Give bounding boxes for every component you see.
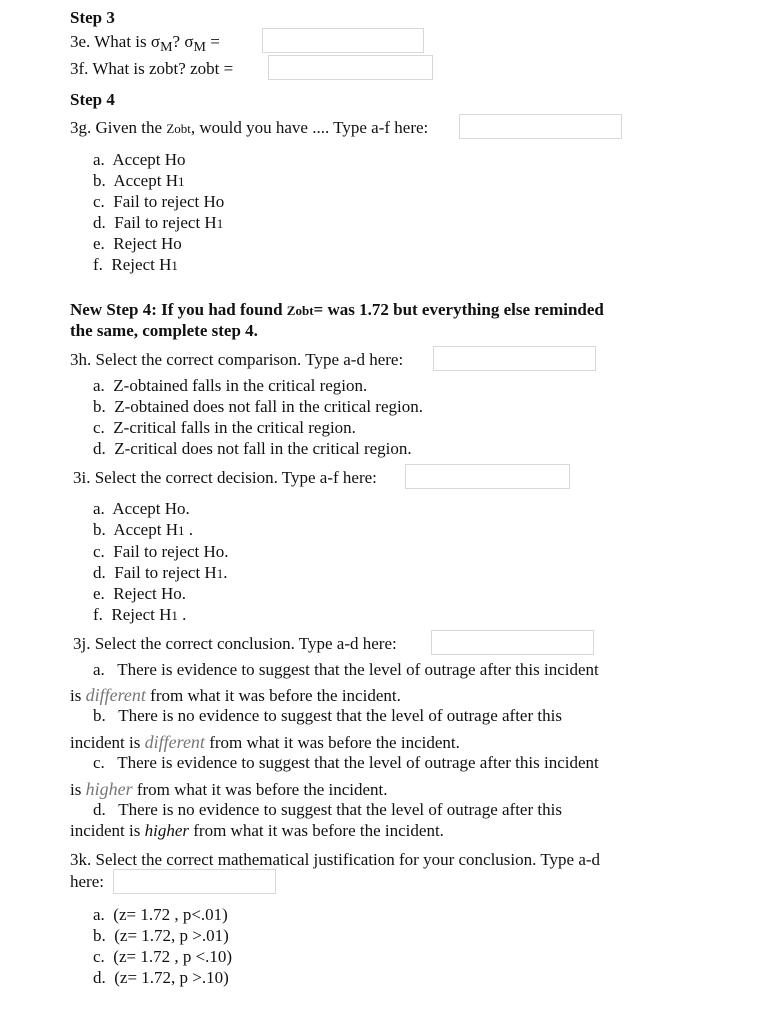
new-step4-heading — [70, 301, 604, 318]
zobt-small-label: Zobt — [286, 303, 314, 318]
list-item — [93, 235, 182, 252]
equals-label: = — [205, 32, 220, 51]
option-letter: e. — [93, 234, 105, 253]
emphasis-word: higher — [144, 821, 189, 840]
option-subscript: 1 — [216, 566, 224, 581]
option-text: (z= 1.72, p >.01) — [114, 926, 229, 945]
sigma-subscript: M — [193, 40, 206, 55]
option-text: incident is — [70, 821, 145, 840]
option-text: Fail to reject Ho. — [113, 542, 229, 561]
heading-part: New Step 4: If you had found — [70, 300, 287, 319]
question-3j-text: 3j. Select the correct conclusion. Type a-d here: — [73, 634, 397, 653]
option-letter: b. — [93, 706, 106, 725]
option-letter: b. — [93, 171, 106, 190]
option-text: Reject Ho. — [113, 584, 186, 603]
option-text: Accept Ho. — [112, 499, 190, 518]
option-text: Reject H — [111, 605, 172, 624]
question-3g-prefix: 3g. Given the — [70, 118, 167, 137]
option-3j-c-line2 — [70, 780, 388, 798]
option-suffix: . — [177, 605, 187, 624]
list-item — [93, 969, 229, 986]
list-item — [93, 543, 229, 560]
list-item — [93, 948, 232, 965]
option-letter: c. — [93, 418, 105, 437]
list-item — [93, 172, 184, 189]
option-text: from what it was before the incident. — [145, 686, 401, 705]
option-letter: d. — [93, 563, 106, 582]
option-text: Reject Ho — [113, 234, 182, 253]
answer-3i-input[interactable] — [405, 464, 570, 489]
option-text: Accept H — [113, 171, 178, 190]
option-text: incident is — [70, 733, 145, 752]
emphasis-word: higher — [85, 779, 133, 799]
option-subscript: 1 — [171, 608, 178, 623]
question-3e-mid: ? — [172, 32, 185, 51]
option-text: Fail to reject H — [114, 563, 217, 582]
answer-3e-input[interactable] — [262, 28, 424, 53]
question-3e-text: 3e. What is — [70, 32, 151, 51]
list-item — [93, 398, 423, 415]
option-text: Z-critical does not fall in the critical region. — [114, 439, 412, 458]
option-suffix: . — [184, 520, 193, 539]
option-letter: f. — [93, 255, 103, 274]
option-letter: c. — [93, 947, 105, 966]
option-suffix: . — [223, 563, 228, 582]
list-item — [93, 440, 412, 457]
option-text: Z-obtained falls in the critical region. — [113, 376, 368, 395]
list-item — [93, 377, 367, 394]
option-text: is — [70, 780, 86, 799]
option-letter: d. — [93, 439, 106, 458]
question-3k-text: 3k. Select the correct mathematical justification for your conclusion. Type a-d — [70, 850, 601, 869]
option-text: from what it was before the incident. — [132, 780, 388, 799]
option-letter: f. — [93, 605, 103, 624]
option-letter: d. — [93, 213, 106, 232]
option-letter: c. — [93, 753, 105, 772]
option-letter: a. — [93, 150, 105, 169]
list-item — [93, 193, 224, 210]
list-item — [93, 927, 229, 944]
step4-heading: Step 4 — [70, 90, 115, 109]
question-3g — [70, 119, 428, 136]
list-item — [93, 151, 186, 168]
answer-3f-input[interactable] — [268, 55, 433, 80]
option-text: There is no evidence to suggest that the level of outrage after this — [118, 800, 562, 819]
option-text: There is evidence to suggest that the level of outrage after this incident — [117, 753, 599, 772]
option-letter: b. — [93, 520, 106, 539]
heading-part: = was 1.72 but everything else reminded — [313, 300, 604, 319]
list-item — [93, 500, 190, 517]
emphasis-word: different — [85, 685, 146, 705]
option-letter: a. — [93, 660, 105, 679]
new-step4-heading-line2: the same, complete step 4. — [70, 321, 258, 340]
option-text: Fail to reject H — [114, 213, 217, 232]
option-text: Z-critical falls in the critical region. — [113, 418, 356, 437]
option-subscript: 1 — [177, 523, 185, 538]
question-3g-suffix: , would you have .... Type a-f here: — [190, 118, 429, 137]
option-letter: a. — [93, 376, 105, 395]
list-item — [93, 606, 186, 623]
option-letter: b. — [93, 926, 106, 945]
question-3k-text-line2: here: — [70, 872, 104, 891]
question-3e — [70, 32, 220, 55]
option-subscript: 1 — [216, 216, 224, 231]
option-letter: a. — [93, 499, 105, 518]
option-3j-c-line1 — [93, 754, 599, 771]
answer-3g-input[interactable] — [459, 114, 622, 139]
zobt-small-label: Zobt — [166, 121, 191, 136]
option-letter: a. — [93, 905, 105, 924]
list-item — [93, 906, 228, 923]
option-text: Accept Ho — [112, 150, 186, 169]
option-letter: c. — [93, 192, 105, 211]
option-3j-d-line1 — [93, 801, 562, 818]
option-text: (z= 1.72 , p <.10) — [113, 947, 233, 966]
option-letter: d. — [93, 968, 106, 987]
list-item — [93, 256, 178, 273]
question-3h-text: 3h. Select the correct comparison. Type a-d here: — [70, 350, 404, 369]
question-3i-text: 3i. Select the correct decision. Type a-f here: — [73, 468, 377, 487]
option-3j-a-line1 — [93, 661, 599, 678]
option-text: from what it was before the incident. — [189, 821, 444, 840]
option-text: Fail to reject Ho — [113, 192, 225, 211]
option-letter: c. — [93, 542, 105, 561]
list-item — [93, 419, 356, 436]
option-subscript: 1 — [177, 174, 185, 189]
answer-3h-input[interactable] — [433, 346, 596, 371]
emphasis-word: different — [144, 732, 205, 752]
option-3j-a-line2 — [70, 686, 401, 704]
option-letter: d. — [93, 800, 106, 819]
option-text: Reject H — [111, 255, 172, 274]
list-item — [93, 521, 193, 538]
list-item — [93, 564, 227, 581]
option-3j-d-line2 — [70, 822, 444, 839]
step3-heading: Step 3 — [70, 8, 115, 27]
list-item — [93, 214, 223, 231]
option-text: Z-obtained does not fall in the critical region. — [114, 397, 423, 416]
sigma-subscript: M — [160, 40, 173, 55]
option-3j-b-line1 — [93, 707, 562, 724]
question-3f-text: 3f. What is zobt? zobt = — [70, 59, 234, 78]
option-text: There is evidence to suggest that the level of outrage after this incident — [117, 660, 599, 679]
sigma-symbol: σ — [150, 32, 161, 51]
option-subscript: 1 — [171, 258, 178, 273]
option-text: There is no evidence to suggest that the level of outrage after this — [118, 706, 562, 725]
option-3j-b-line2 — [70, 733, 460, 751]
option-text: is — [70, 686, 86, 705]
option-letter: e. — [93, 584, 105, 603]
option-text: from what it was before the incident. — [204, 733, 460, 752]
answer-3k-input[interactable] — [113, 869, 276, 894]
option-text: (z= 1.72, p >.10) — [114, 968, 229, 987]
answer-3j-input[interactable] — [431, 630, 594, 655]
option-text: Accept H — [113, 520, 178, 539]
list-item — [93, 585, 186, 602]
option-text: (z= 1.72 , p<.01) — [113, 905, 228, 924]
sigma-symbol: σ — [184, 32, 194, 51]
option-letter: b. — [93, 397, 106, 416]
